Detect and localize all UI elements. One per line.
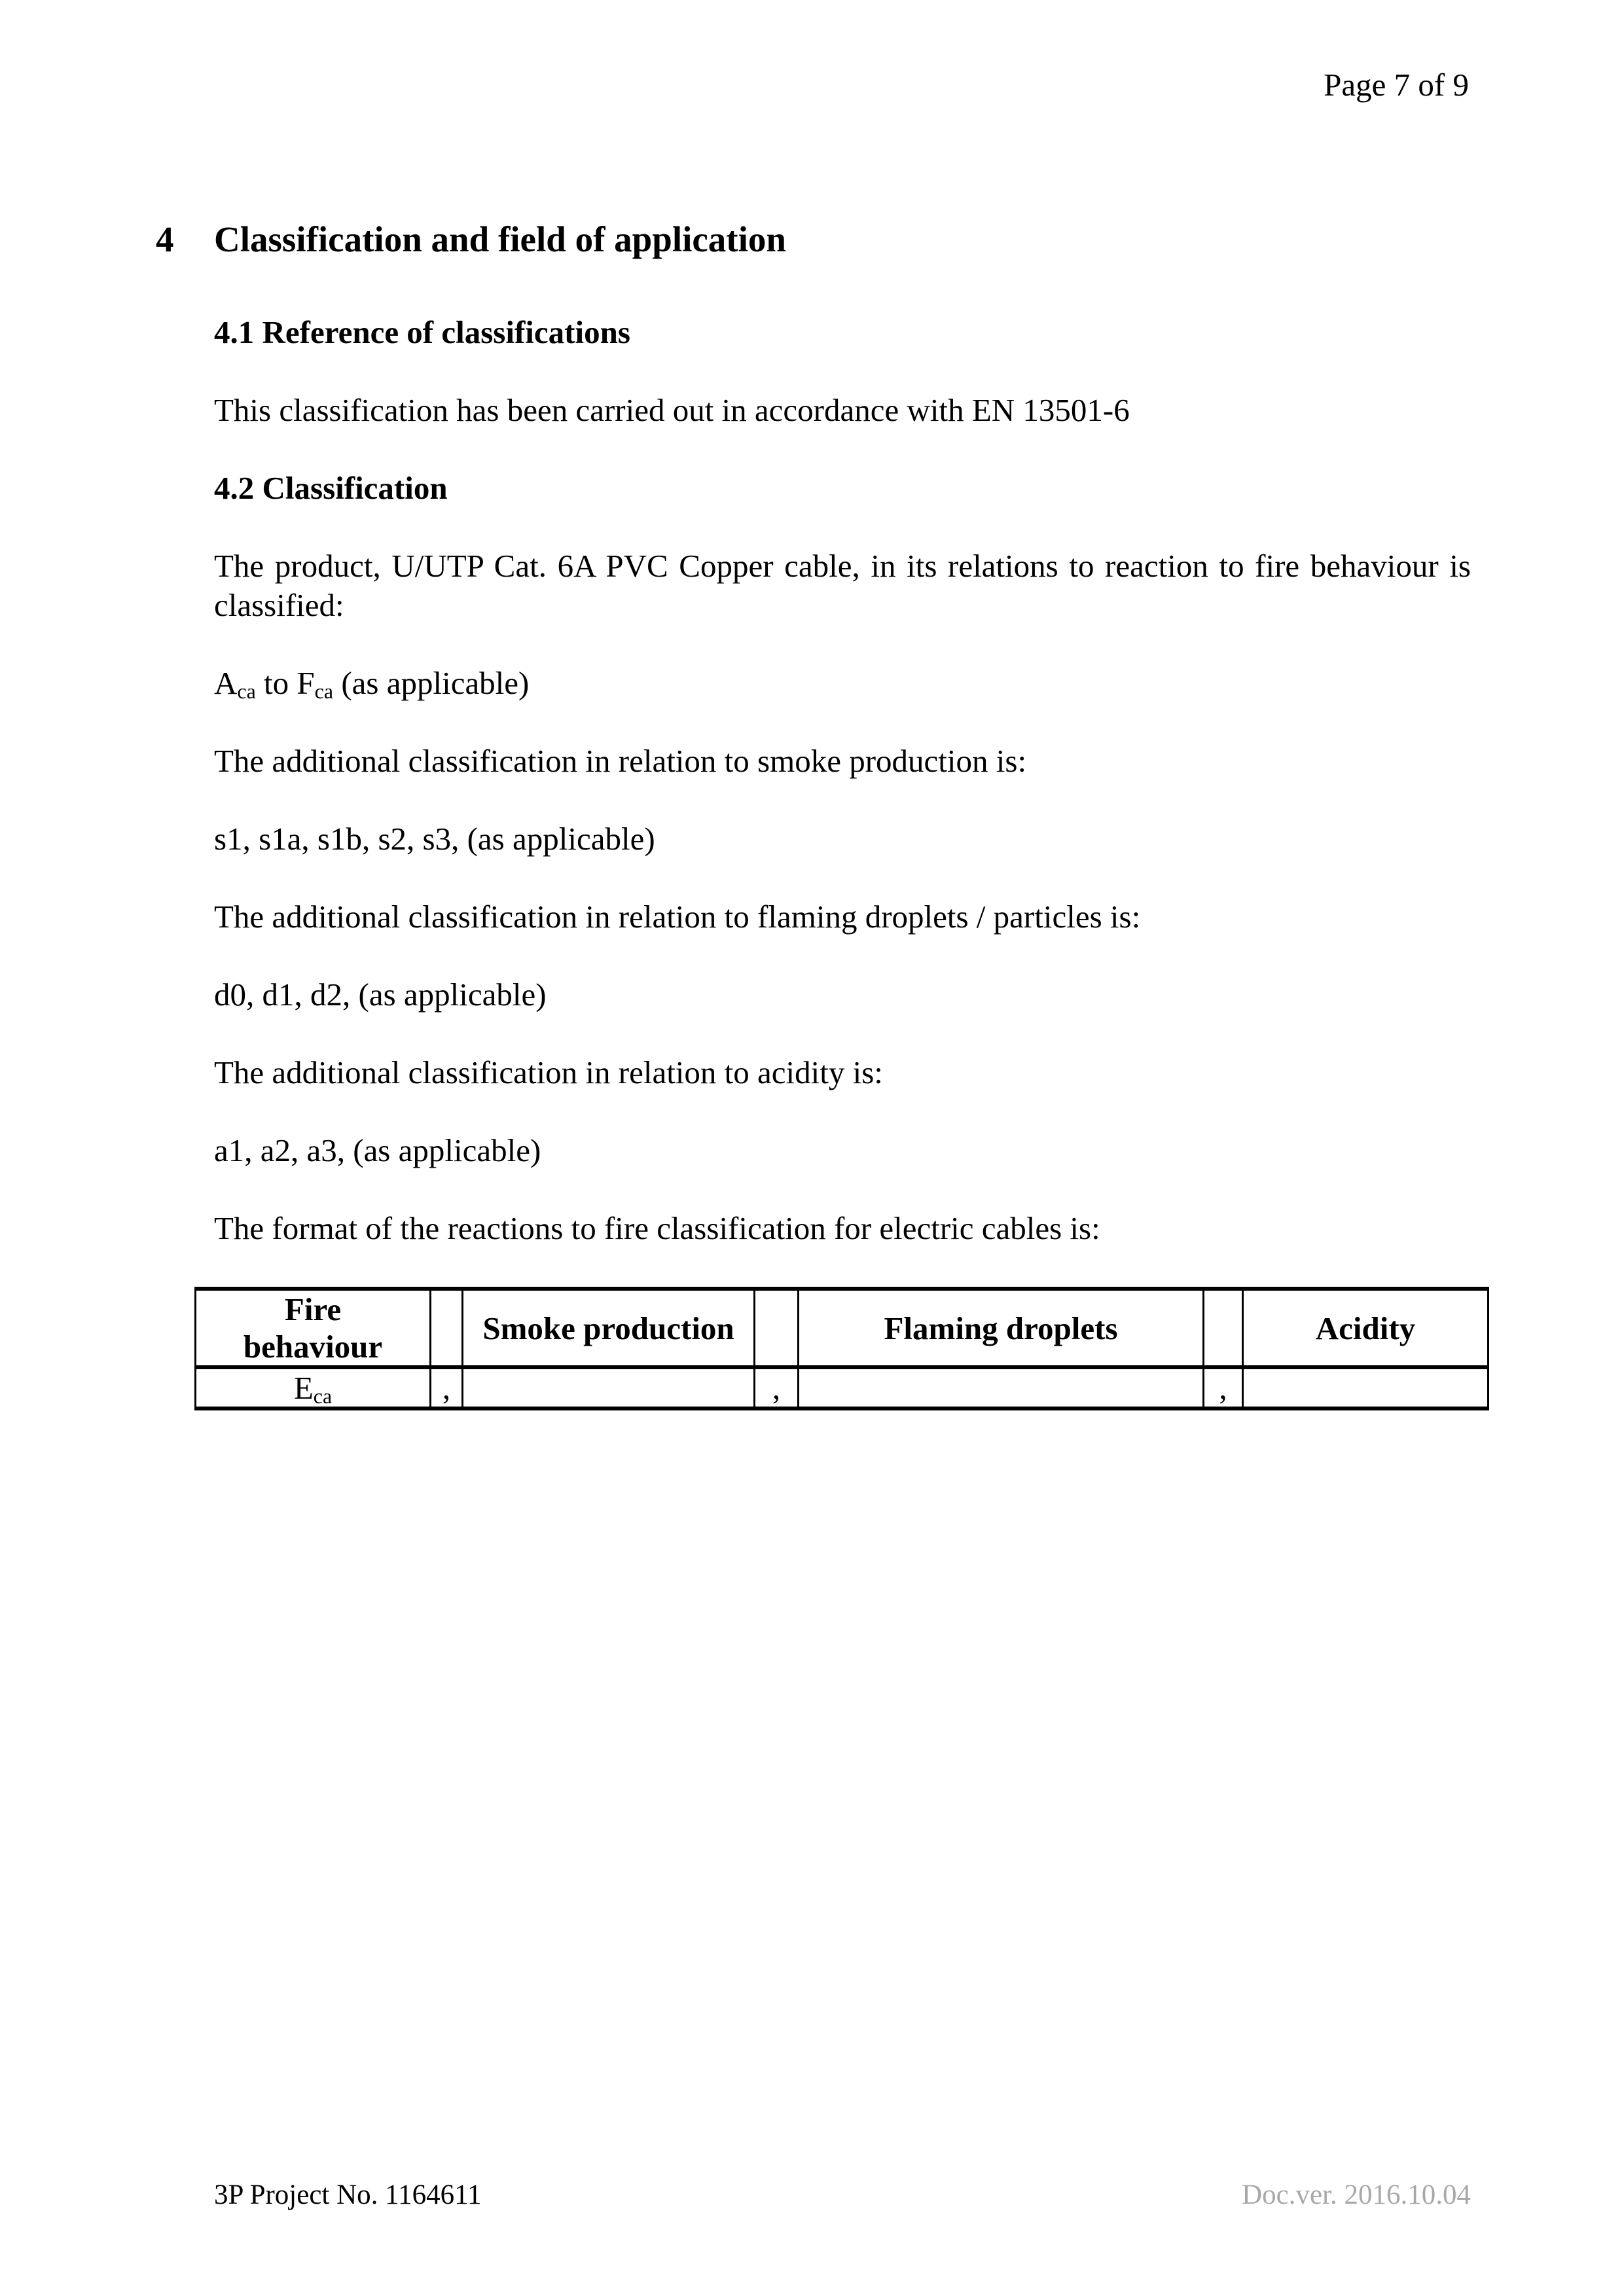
table-cell-comma-3: , [1204, 1367, 1243, 1408]
page-number: Page 7 of 9 [1324, 67, 1469, 103]
table-header-separator-1 [431, 1289, 463, 1367]
fire-class-range-a: A [214, 665, 238, 701]
fire-class-range-a-sub: ca [237, 679, 256, 704]
fire-class-value: E [293, 1370, 314, 1406]
subsection-heading-4-2: 4.2 Classification [214, 470, 448, 506]
table-header-separator-2 [755, 1289, 799, 1367]
table-cell-smoke-value [463, 1367, 755, 1408]
paragraph-acidity-values: a1, a2, a3, (as applicable) [214, 1132, 541, 1168]
table-cell-flaming-value [799, 1367, 1204, 1408]
subsection-heading-4-1: 4.1 Reference of classifications [214, 314, 630, 350]
fire-class-value-sub: ca [313, 1384, 333, 1408]
table-header-acidity: Acidity [1243, 1289, 1489, 1367]
footer-project-number: 3P Project No. 1164611 [214, 2179, 482, 2210]
paragraph-droplets-values: d0, d1, d2, (as applicable) [214, 977, 547, 1013]
table-header-separator-3 [1204, 1289, 1243, 1367]
paragraph-reference-of-classifications: This classification has been carried out in accordance with EN 13501-6 [214, 392, 1130, 428]
paragraph-fire-class-range [214, 664, 1471, 703]
paragraph-smoke-values: s1, s1a, s1b, s2, s3, (as applicable) [214, 821, 655, 857]
classification-format-table [194, 1287, 1489, 1410]
document-body [214, 313, 1471, 1410]
section-heading-title: Classification and field of application [214, 219, 786, 259]
table-cell-fire-behaviour-value [196, 1367, 431, 1408]
paragraph-smoke-intro: The additional classification in relation to smoke production is: [214, 743, 1027, 779]
paragraph-product-classified: The product, U/UTP Cat. 6A PVC Copper cable, in its relations to reaction to fire behaviour is classified: [214, 548, 1471, 623]
paragraph-droplets-intro: The additional classification in relation to flaming droplets / particles is: [214, 899, 1141, 935]
table-header-row [196, 1289, 1489, 1367]
table-cell-comma-1: , [431, 1367, 463, 1408]
fire-class-range-to-f: to F [255, 665, 315, 701]
section-heading-number: 4 [156, 219, 174, 259]
fire-class-range-f-sub: ca [314, 679, 334, 704]
table-cell-acidity-value [1243, 1367, 1489, 1408]
table-header-smoke-production: Smoke production [463, 1289, 755, 1367]
table-cell-comma-2: , [755, 1367, 799, 1408]
fire-class-range-applicable: (as applicable) [333, 665, 530, 701]
section-heading [156, 218, 786, 261]
paragraph-acidity-intro: The additional classification in relation to acidity is: [214, 1054, 883, 1090]
paragraph-format-intro: The format of the reactions to fire classification for electric cables is: [214, 1210, 1100, 1246]
table-header-fire-behaviour: Fire behaviour [196, 1289, 431, 1367]
table-data-row [196, 1367, 1489, 1408]
footer-doc-version: Doc.ver. 2016.10.04 [1242, 2179, 1471, 2210]
table-header-flaming-droplets: Flaming droplets [799, 1289, 1204, 1367]
